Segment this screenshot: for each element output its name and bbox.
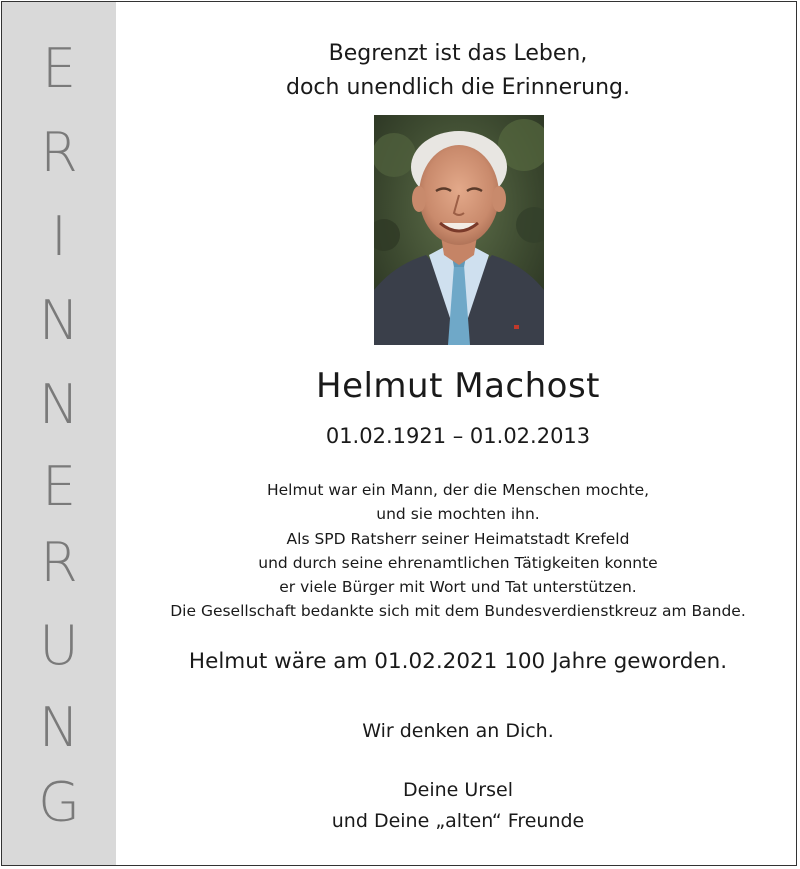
signoff-line-1: Deine Ursel	[403, 779, 513, 801]
life-dates: 01.02.1921 – 01.02.2013	[325, 424, 591, 448]
sidebar-letter: R	[40, 531, 78, 594]
sidebar-letter: E	[41, 455, 77, 518]
sidebar-letter: E	[41, 37, 77, 100]
tribute-line: und sie mochten ihn.	[376, 505, 540, 524]
motto-line-2: doch unendlich die Erinnerung.	[285, 75, 631, 100]
anniversary-line: Helmut wäre am 01.02.2021 100 Jahre geworden.	[188, 649, 728, 674]
sidebar-letter: I	[51, 205, 67, 268]
portrait-photo	[374, 115, 544, 345]
deceased-name: Helmut Machost	[316, 366, 600, 406]
sidebar-letter: G	[38, 771, 80, 834]
tribute-line: und durch seine ehrenamtlichen Tätigkeiten konnte	[258, 553, 658, 572]
tribute-text	[118, 478, 798, 624]
sidebar-letter: N	[38, 289, 80, 352]
notice-content	[118, 0, 798, 869]
signoff-line-2: und Deine „alten“ Freunde	[331, 810, 585, 832]
tribute-line: Helmut war ein Mann, der die Menschen mochte,	[266, 481, 650, 499]
sidebar-letter: R	[40, 121, 78, 184]
sidebar-letter: N	[38, 373, 80, 436]
sidebar-letter: U	[39, 614, 79, 677]
sidebar-letter: N	[38, 696, 80, 759]
signoff	[118, 775, 798, 837]
tribute-line: Als SPD Ratsherr seiner Heimatstadt Krefeld	[286, 529, 630, 548]
remembrance-line: Wir denken an Dich.	[362, 720, 554, 742]
tribute-line: Die Gesellschaft bedankte sich mit dem Bundesverdienstkreuz am Bande.	[170, 602, 746, 621]
sidebar-band	[2, 2, 116, 865]
tribute-line: er viele Bürger mit Wort und Tat unterstützen.	[279, 578, 637, 597]
motto-line-1: Begrenzt ist das Leben,	[328, 41, 588, 66]
